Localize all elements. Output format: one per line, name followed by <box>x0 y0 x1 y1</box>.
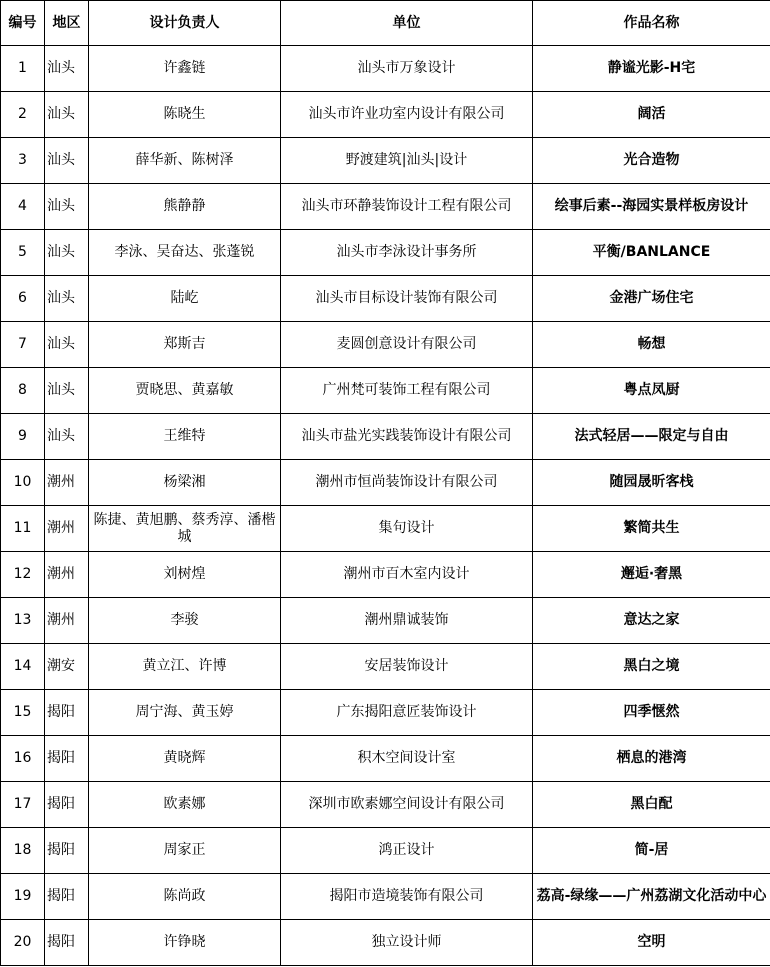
cell-region: 汕头 <box>45 184 89 230</box>
cell-no: 10 <box>1 460 45 506</box>
cell-designer: 欧素娜 <box>89 782 281 828</box>
header-region: 地区 <box>45 1 89 46</box>
table-row <box>1 552 770 598</box>
cell-designer: 杨梁湘 <box>89 460 281 506</box>
cell-region: 揭阳 <box>45 920 89 966</box>
cell-unit: 独立设计师 <box>281 920 533 966</box>
table-row <box>1 46 770 92</box>
cell-unit: 鸿正设计 <box>281 828 533 874</box>
cell-no: 18 <box>1 828 45 874</box>
cell-no: 4 <box>1 184 45 230</box>
cell-work-title: 阔活 <box>533 92 770 138</box>
cell-region: 汕头 <box>45 322 89 368</box>
table-row <box>1 874 770 920</box>
cell-no: 12 <box>1 552 45 598</box>
cell-region: 汕头 <box>45 138 89 184</box>
cell-unit: 广州梵可装饰工程有限公司 <box>281 368 533 414</box>
cell-region: 潮州 <box>45 460 89 506</box>
table-row <box>1 184 770 230</box>
cell-work-title: 畅想 <box>533 322 770 368</box>
cell-designer: 李骏 <box>89 598 281 644</box>
cell-designer: 陈尚政 <box>89 874 281 920</box>
table-row <box>1 506 770 552</box>
cell-region: 揭阳 <box>45 828 89 874</box>
header-work: 作品名称 <box>533 1 770 46</box>
cell-no: 17 <box>1 782 45 828</box>
table-row <box>1 828 770 874</box>
cell-designer: 周宁海、黄玉婷 <box>89 690 281 736</box>
cell-region: 汕头 <box>45 276 89 322</box>
cell-no: 16 <box>1 736 45 782</box>
table-row <box>1 920 770 966</box>
cell-region: 揭阳 <box>45 782 89 828</box>
cell-no: 14 <box>1 644 45 690</box>
cell-region: 揭阳 <box>45 690 89 736</box>
cell-designer: 黄晓辉 <box>89 736 281 782</box>
cell-no: 11 <box>1 506 45 552</box>
table-row <box>1 644 770 690</box>
cell-work-title: 光合造物 <box>533 138 770 184</box>
cell-work-title: 金港广场住宅 <box>533 276 770 322</box>
cell-region: 汕头 <box>45 92 89 138</box>
cell-unit: 潮州市恒尚装饰设计有限公司 <box>281 460 533 506</box>
cell-work-title: 随园晟昕客栈 <box>533 460 770 506</box>
cell-no: 7 <box>1 322 45 368</box>
cell-region: 潮州 <box>45 598 89 644</box>
cell-work-title: 栖息的港湾 <box>533 736 770 782</box>
cell-unit: 汕头市环静装饰设计工程有限公司 <box>281 184 533 230</box>
cell-region: 揭阳 <box>45 736 89 782</box>
cell-region: 潮州 <box>45 506 89 552</box>
cell-no: 3 <box>1 138 45 184</box>
cell-unit: 汕头市万象设计 <box>281 46 533 92</box>
cell-designer: 许铮晓 <box>89 920 281 966</box>
cell-work-title: 简-居 <box>533 828 770 874</box>
cell-work-title: 平衡/BANLANCE <box>533 230 770 276</box>
cell-no: 1 <box>1 46 45 92</box>
cell-designer: 薛华新、陈树泽 <box>89 138 281 184</box>
cell-unit: 汕头市李泳设计事务所 <box>281 230 533 276</box>
table-row <box>1 598 770 644</box>
header-row <box>1 1 770 46</box>
cell-no: 19 <box>1 874 45 920</box>
cell-region: 潮安 <box>45 644 89 690</box>
cell-designer: 李泳、吴奋达、张蓬锐 <box>89 230 281 276</box>
cell-designer: 贾晓思、黄嘉敏 <box>89 368 281 414</box>
table-body <box>1 46 770 966</box>
cell-work-title: 荔高-绿缘——广州荔湖文化活动中心 <box>533 874 770 920</box>
cell-unit: 潮州市百木室内设计 <box>281 552 533 598</box>
cell-work-title: 意达之家 <box>533 598 770 644</box>
cell-region: 汕头 <box>45 46 89 92</box>
cell-no: 9 <box>1 414 45 460</box>
table-row <box>1 276 770 322</box>
cell-unit: 野渡建筑|汕头|设计 <box>281 138 533 184</box>
table-row <box>1 782 770 828</box>
cell-work-title: 邂逅·奢黑 <box>533 552 770 598</box>
cell-unit: 汕头市目标设计装饰有限公司 <box>281 276 533 322</box>
cell-region: 汕头 <box>45 368 89 414</box>
cell-work-title: 静谧光影-H宅 <box>533 46 770 92</box>
cell-work-title: 繁简共生 <box>533 506 770 552</box>
table-row <box>1 460 770 506</box>
cell-work-title: 粤点凤厨 <box>533 368 770 414</box>
cell-region: 汕头 <box>45 230 89 276</box>
cell-unit: 麦圆创意设计有限公司 <box>281 322 533 368</box>
cell-no: 5 <box>1 230 45 276</box>
table-header <box>1 1 770 46</box>
cell-unit: 汕头市许业功室内设计有限公司 <box>281 92 533 138</box>
cell-work-title: 绘事后素--海园实景样板房设计 <box>533 184 770 230</box>
cell-unit: 潮州鼎诚装饰 <box>281 598 533 644</box>
table-row <box>1 736 770 782</box>
cell-region: 揭阳 <box>45 874 89 920</box>
cell-no: 13 <box>1 598 45 644</box>
cell-unit: 汕头市盐光实践装饰设计有限公司 <box>281 414 533 460</box>
cell-designer: 陈捷、黄旭鹏、蔡秀淳、潘楷城 <box>89 506 281 552</box>
cell-work-title: 法式轻居——限定与自由 <box>533 414 770 460</box>
cell-unit: 集句设计 <box>281 506 533 552</box>
cell-no: 20 <box>1 920 45 966</box>
cell-work-title: 空明 <box>533 920 770 966</box>
header-no: 编号 <box>1 1 45 46</box>
cell-designer: 许鑫链 <box>89 46 281 92</box>
cell-designer: 陈晓生 <box>89 92 281 138</box>
table-row <box>1 414 770 460</box>
cell-unit: 深圳市欧素娜空间设计有限公司 <box>281 782 533 828</box>
cell-work-title: 黑白配 <box>533 782 770 828</box>
table-row <box>1 322 770 368</box>
cell-designer: 熊静静 <box>89 184 281 230</box>
table-row <box>1 138 770 184</box>
cell-designer: 王维特 <box>89 414 281 460</box>
table-row <box>1 92 770 138</box>
cell-designer: 陆屹 <box>89 276 281 322</box>
table-row <box>1 368 770 414</box>
cell-no: 8 <box>1 368 45 414</box>
header-unit: 单位 <box>281 1 533 46</box>
cell-unit: 揭阳市造境装饰有限公司 <box>281 874 533 920</box>
cell-unit: 安居装饰设计 <box>281 644 533 690</box>
cell-unit: 广东揭阳意匠装饰设计 <box>281 690 533 736</box>
cell-designer: 刘树煌 <box>89 552 281 598</box>
cell-work-title: 四季惬然 <box>533 690 770 736</box>
table-row <box>1 230 770 276</box>
cell-region: 潮州 <box>45 552 89 598</box>
header-designer: 设计负责人 <box>89 1 281 46</box>
cell-region: 汕头 <box>45 414 89 460</box>
table-row <box>1 690 770 736</box>
cell-no: 15 <box>1 690 45 736</box>
cell-work-title: 黑白之境 <box>533 644 770 690</box>
cell-designer: 周家正 <box>89 828 281 874</box>
cell-designer: 黄立江、许博 <box>89 644 281 690</box>
cell-no: 6 <box>1 276 45 322</box>
cell-no: 2 <box>1 92 45 138</box>
cell-unit: 积木空间设计室 <box>281 736 533 782</box>
cell-designer: 郑斯吉 <box>89 322 281 368</box>
